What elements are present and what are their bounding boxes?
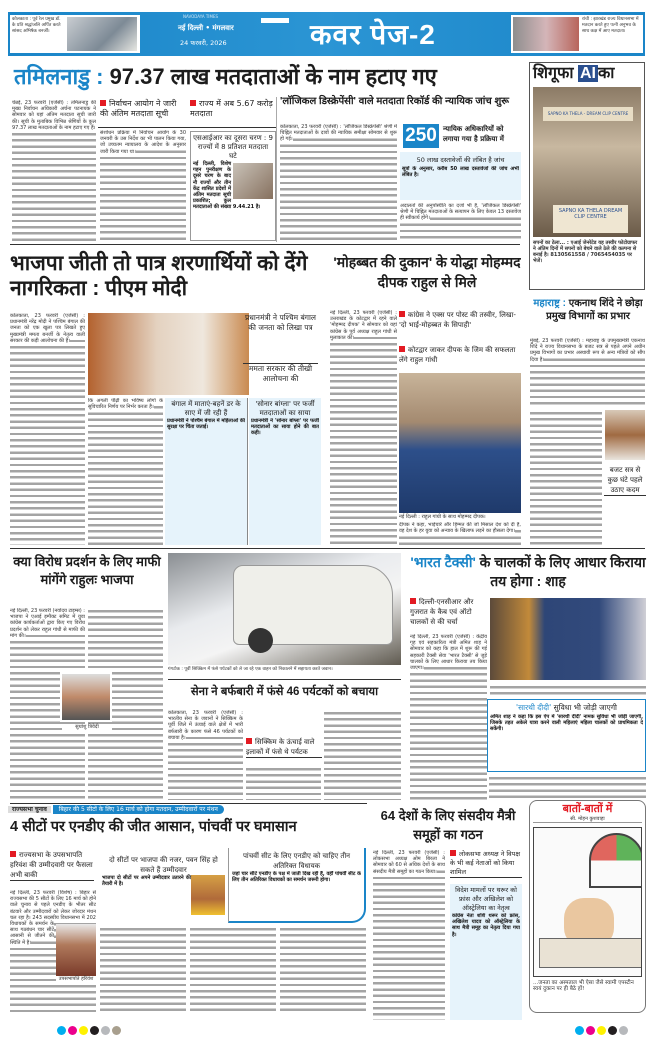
harivansh-figure — [56, 924, 96, 982]
cartoon-drawing — [533, 827, 642, 977]
shigufa-ai-box: शिगूफा AI का SAPNO KA THELA - DREAM CLIP CENTRE SAPNO KA THELA DREAM CLIP CENTRE सपनों का ठेला... : एआई जेनरेटेड यह तस्वीर फोटोग्राफर ने अंतिम दिनों में सपनों को बेचने वाले ठेले की कल्पना से बनाई है। 8130561558 / 7065454035 पर भेजें। — [529, 62, 645, 290]
cartoon-box — [529, 800, 646, 1013]
groups-box: विदेश मामलों पर थरूर को फ्रांस और अखिलेश को ऑस्ट्रेलिया का नेतृत्व कांग्रेस नेता शशि थरूर को फ्रांस, अखिलेश यादव को ऑस्ट्रेलिया के साथ मैत्री समूह का नेतृत्व दिया गया है। — [450, 884, 522, 1020]
stat-250: 250 — [403, 124, 439, 148]
sir-box-title: एसआईआर का दूसरा चरण : 9 राज्यों में 8 प्रतिशत मतदाता घटे — [193, 134, 273, 160]
rs-body: उपसभापति हरिवंश नई दिल्ली, 23 फरवरी (विशेष) : बिहार से राज्यसभा की 5 सीटों के लिए 16 मार्च को होने वाले चुनाव से पहले एनडीए के भीतर सीट बंटवारे और उम्मीदवारों को लेकर जोरदार मंथन चल रहा है। 243 सदस्यीय विधानसभा में 202 विधायकों के समर्थन के साथ गठबंधन चार सीटें आसानी से जीतने की स्थिति में है। — [10, 890, 96, 1014]
army-body-2 — [246, 766, 321, 800]
taxi-body-2 — [490, 684, 646, 697]
dateline-date: 24 फरवरी, 2026 — [180, 39, 227, 47]
cartoon-title: बातों-बातों में — [562, 803, 613, 815]
tn-subhead-2: राज्य में अब 5.67 करोड़ मतदाता — [190, 99, 273, 118]
headline-bharat-taxi: 'भारत टैक्सी' के चालकों के लिए आधार किराया तय होगा : शाह — [410, 554, 646, 589]
shah-drivers-photo — [490, 598, 646, 680]
bjp-rahul-body: नई दिल्ली, 23 फरवरी (नवोदय टाइम्स) : भाजपा ने एआई इम्पैक्ट समिट में युवा कांग्रेस कार्यकर्ताओं द्वारा किए गए विरोध प्रदर्शन को लेकर राहुल गांधी से माफी की मांग की। — [10, 608, 85, 801]
brand-name: NAVODAYA TIMES — [183, 14, 219, 19]
modi-body-2: कि अगली पीढ़ी का भविष्य लोगों के सुविचारित निर्णय पर निर्भर करता है। — [88, 398, 163, 545]
headline-bjp-rahul: क्या विरोध प्रदर्शन के लिए माफी मांगेंगे राहुलः भाजपा — [13, 554, 161, 587]
headline-army: सेना ने बर्फबारी में फंसे 46 पर्यटकों को बचाया — [190, 686, 379, 698]
army-subhead: सिक्किम के ऊंचाई वाले इलाकों में फंसे थे पर्यटक — [246, 737, 322, 758]
headline-text: 97.37 लाख मतदाताओं के नाम हटाए गए — [109, 64, 437, 89]
army-body-3 — [324, 710, 401, 800]
shinde-photo — [605, 410, 645, 460]
modi-body-1: कोलकाता, 23 फरवरी (एजेंसी) : प्रधानमंत्री नरेंद्र मोदी ने पश्चिम बंगाल की जनता को एक खुला पत्र लिखते हुए मुख्यमंत्री ममता बनर्जी के नेतृत्व वाली सरकार की कड़ी आलोचना की है। — [10, 313, 85, 545]
decor-bar — [261, 18, 289, 23]
snow-photo-caption: गंगटोक : पूर्वी सिक्किम में फंसे पर्यटकों को ले जा रहे एक वाहन को निकालने में सहायता करते जवान। — [168, 667, 333, 672]
rs-strip: बिहार की 5 सीटों के लिए 16 मार्च को होगा मतदान, उम्मीदवारों पर मंथन — [53, 805, 224, 814]
rs-bullet: राज्यसभा के उपसभापति हरिवंश की उम्मीदवारी पर फैसला अभी बाकी — [10, 851, 93, 879]
shinde-body-2 — [530, 410, 602, 545]
shigufa-photo: SAPNO KA THELA - DREAM CLIP CENTRE SAPNO KA THELA DREAM CLIP CENTRE — [533, 87, 641, 237]
headline-rajya-sabha: 4 सीटों पर एनडीए की जीत आसान, पांचवीं पर घमासान — [10, 819, 297, 835]
masthead-left-photo — [10, 15, 140, 53]
shinde-body: मुंबई, 23 फरवरी (एजेंसी) : महाराष्ट्र के उपमुख्यमंत्री एकनाथ शिंदे ने राज्य विधानसभा के बजट सत्र से पहले अपने अधीन प्रमुख विभागों का प्रभार अस्थायी रूप से अन्य मंत्रियों को सौंप दिया है। — [530, 338, 645, 408]
harivansh-photo — [56, 924, 96, 976]
headline-tamilnadu — [14, 65, 524, 88]
rs-body-4 — [280, 926, 366, 1014]
rahul-deepak-photo — [399, 373, 521, 513]
logical-body-2: अदालतों की अनुपस्थिति का दर्जा भी है, 'लॉजिकल डिस्क्रेपेंसी' श्रेणी में चिह्नित मतदाताओं के सत्यापन के लिए केवल 13 दस्तावेज ही स्वीकार्य होंगे। — [400, 203, 521, 241]
rs-body-2 — [100, 926, 186, 1014]
masthead-left-caption: कोलकाता : पूर्व रेल प्रमुख डॉ. के प्रति श्रद्धांजलि अर्पित करते सांसद अभिषेक बनर्जी। — [12, 17, 61, 34]
sir-box-photo — [233, 163, 273, 199]
shigufa-caption: सपनों का ठेला... : एआई जेनरेटेड यह तस्वीर फोटोग्राफर ने अंतिम दिनों में सपनों को बेचने वाले ठेले की कल्पना से बनाई है। 8130561558 / 7065454035 पर भेजें। — [533, 239, 638, 264]
masthead-right-caption: रांची : झारखंड राज्य विधानसभा में मतदान करते हुए पत्नी अनुभव के साथ कक्ष में आए मतदाता। — [582, 17, 639, 34]
taxi-body: नई दिल्ली, 23 फरवरी (एजेंसी) : केंद्रीय गृह एवं सहकारिता मंत्री अमित शाह ने सोमवार को कहा कि हाल में शुरू की गई सहकारी टैक्सी सेवा 'भारत टैक्सी' से जुड़े चालकों के लिए आधार किराया तय किया जाएगा। — [410, 634, 487, 802]
taxi-body-3 — [489, 775, 646, 801]
tn-subhead-1: निर्वाचन आयोग ने जारी की अंतिम मतदाता सूची — [100, 99, 177, 118]
modi-mamata-photo: प्रधानमंत्री ने पश्चिम बंगाल की जनता को लिखा पत्र ममता सरकार की तीखी आलोचना की — [88, 313, 318, 395]
rahul-bullet-2: कोटद्वार जाकर दीपक के जिम की सफलता लेंगे राहुल गांधी — [399, 346, 516, 364]
tn-body: चेन्नई, 23 फरवरी (एजेंसी) : तमिलनाडु की मुख्य निर्वाचन अधिकारी अर्चना पटनायक ने सोमवार को यहां अंतिम मतदाता सूची जारी की। सूची के मुताबिक विभिन्न श्रेणियों के कुल 97.37 लाख मतदाताओं के नाम हटाए गए हैं। — [12, 100, 96, 242]
rs-box-2: पांचवीं सीट के लिए एनडीए को चाहिए तीन अतिरिक्त विधायक जहां चार सीटें एनडीए के पक्ष में जाती दिख रही हैं, वहीं पांचवीं सीट के लिए तीन अतिरिक्त विधायकों का समर्थन जरूरी होगा। — [228, 848, 366, 923]
logical-body: कोलकाता, 23 फरवरी (एजेंसी) : 'लॉजिकल डिस्क्रेपेंसी' श्रेणी में चिह्नित मतदाताओं के दावों की न्यायिक समीक्षा सोमवार से शुरू हो गई। — [280, 124, 397, 240]
registration-dots-left — [57, 1020, 123, 1039]
dateline-city: नई दिल्ली • मंगलवार — [178, 24, 234, 32]
headline-mohabbat: 'मोहब्बत की दुकान' के योद्धा मोहम्मद दीपक राहुल से मिले — [333, 254, 521, 290]
army-body: कोलकाता, 23 फरवरी (एजेंसी) : भारतीय सेना के जवानों ने सिक्किम के पूर्वी जिले में ऊंचाई वाले क्षेत्रों में भारी बर्फबारी के कारण फंसे 46 पर्यटकों को बचाया है। — [168, 710, 243, 800]
masthead — [8, 12, 645, 56]
rahul-bullet-1: कांग्रेस ने एक्स पर पोस्ट की तस्वीर, लिखा- 'दो भाई-मोहब्बत के सिपाही' — [399, 311, 516, 329]
rs-box-1: दो सीटों पर भाजपा की नजर, पवन सिंह हो सकते हैं उम्मीदवार भाजपा दो सीटों पर अपने उम्मीदवार उतारने की तैयारी में है। — [100, 853, 227, 923]
rs-body-3 — [190, 926, 276, 1014]
headline-modi: भाजपा जीती तो पात्र शरणार्थियों को देंगे नागरिकता : पीएम मोदी — [10, 252, 308, 300]
groups-bullet: लोकसभा अध्यक्ष ने विपक्ष के भी कई नेताओं को किया शामिल — [450, 850, 521, 876]
cartoon-caption: ...जनता का अस्पताल भी ऐसा जैसे स्वामी एपस्टीन स्वयं दुकान पर ही बैठे हों! — [533, 979, 634, 992]
cartoon-artist: सी. मोहन कुशवाहा — [533, 816, 642, 823]
masthead-right-photo — [511, 15, 643, 53]
registration-dots-right — [575, 1020, 630, 1039]
sarathi-didi-box: 'सारथी दीदी' सुविधा भी जोड़ी जाएगी अमित शाह ने कहा कि इस ऐप में 'सारथी दीदी' नामक सुविधा भी जोड़ी जाएगी, जिसके तहत अकेले यात्रा करने वाली महिलाएं महिला चालकों को प्राथमिकता दे सकेंगी। — [487, 699, 646, 772]
rs-kicker: राज्यसभा चुनाव — [8, 806, 51, 813]
stat-250-text: न्यायिक अधिकारियों को लगाया गया है प्रक्रिया में — [443, 125, 504, 143]
modi-box-2: 'सोनार बांग्ला' पर फर्जी मतदाताओं का साया प्रधानमंत्री ने 'सोनार बांग्ला' पर फर्जी मतदाताओं का साया होने की बात कही। — [249, 398, 321, 545]
snow-rescue-photo — [168, 553, 401, 665]
rahul-body: नई दिल्ली, 23 फरवरी (एजेंसी) : उत्तराखंड के कोटद्वार में रहने वाले 'मोहम्मद दीपक' ने सोमवार को यहां कांग्रेस के पूर्व अध्यक्ष राहुल गांधी से मुलाकात की। — [330, 310, 397, 546]
rs-kicker-strip — [8, 804, 368, 815]
pawan-singh-photo — [191, 875, 225, 915]
logical-box: 50 लाख दस्तावेजों की लंबित है जांच सूत्रों के अनुसार, करीब 50 लाख दस्तावेजों की जांच अभी लंबित है। — [400, 152, 521, 200]
headline-64-countries: 64 देशों के लिए संसदीय मैत्री समूहों का गठन — [380, 808, 516, 842]
groups-body: नई दिल्ली, 23 फरवरी (एजेंसी) : लोकसभा अध्यक्ष ओम बिरला ने सोमवार को 60 से अधिक देशों के साथ संसदीय मैत्री समूहों का गठन किया। — [373, 850, 445, 1020]
harivansh-caption: उपसभापति हरिवंश — [58, 976, 94, 982]
sir-box: एसआईआर का दूसरा चरण : 9 राज्यों में 8 प्रतिशत मतदाता घटे नई दिल्ली, विशेष गहन पुनरीक्षण के दूसरे चरण के बाद नौ राज्यों और तीन केंद्र शासित प्रदेशों में अंतिम मतदाता सूची प्रकाशित; कुल मतदाताओं की संख्या 9.44.21 है। — [190, 131, 276, 241]
rahul-photo-caption: नई दिल्ली : राहुल गांधी के साथ मोहम्मद दीपक। — [399, 514, 486, 520]
rahul-body-2: दीपक ने कहा, भाईचारे और हिम्मत की जो मिसाल देश को दी है, वह देश के हर युवा को अन्याय के खिलाफ लड़ने का हौसला देगा। — [399, 522, 521, 547]
trivedi-photo — [60, 672, 112, 722]
headline-prefix: तमिलनाडु : — [14, 64, 104, 89]
headline-shinde: महाराष्ट्र : एकनाथ शिंदे ने छोड़ा प्रमुख विभागों का प्रभार — [533, 298, 643, 322]
ai-badge: AI — [579, 65, 596, 82]
page-title: कवर पेज-2 — [310, 19, 436, 50]
headline-logical-discrepancy: 'लॉजिकल डिस्क्रेपेंसी' वाले मतदाता रिकॉर्ड की न्यायिक जांच शुरू — [280, 96, 510, 107]
taxi-bullet: दिल्ली-एनसीआर और गुजरात के कैब एवं ऑटो चालकों से की चर्चा — [410, 598, 474, 626]
modi-box-1: बंगाल में माताएं-बहनें डर के साए में जी रही हैं प्रधानमंत्री ने पश्चिम बंगाल में महिलाओं की सुरक्षा पर चिंता जताई। — [165, 398, 248, 545]
shinde-quote: बजट सत्र से कुछ घंटे पहले उठाए कदम — [604, 465, 646, 496]
tn-body-2: संशोधन प्रक्रिया में निर्वाचन आयोग के 30 जनवरी के उस निर्देश का भी पालन किया गया, जो उच्चतम न्यायालय के आदेश के अनुसार जारी किया गया था। — [100, 130, 186, 240]
trivedi-caption: सुधांशु त्रिवेदी — [62, 724, 112, 730]
